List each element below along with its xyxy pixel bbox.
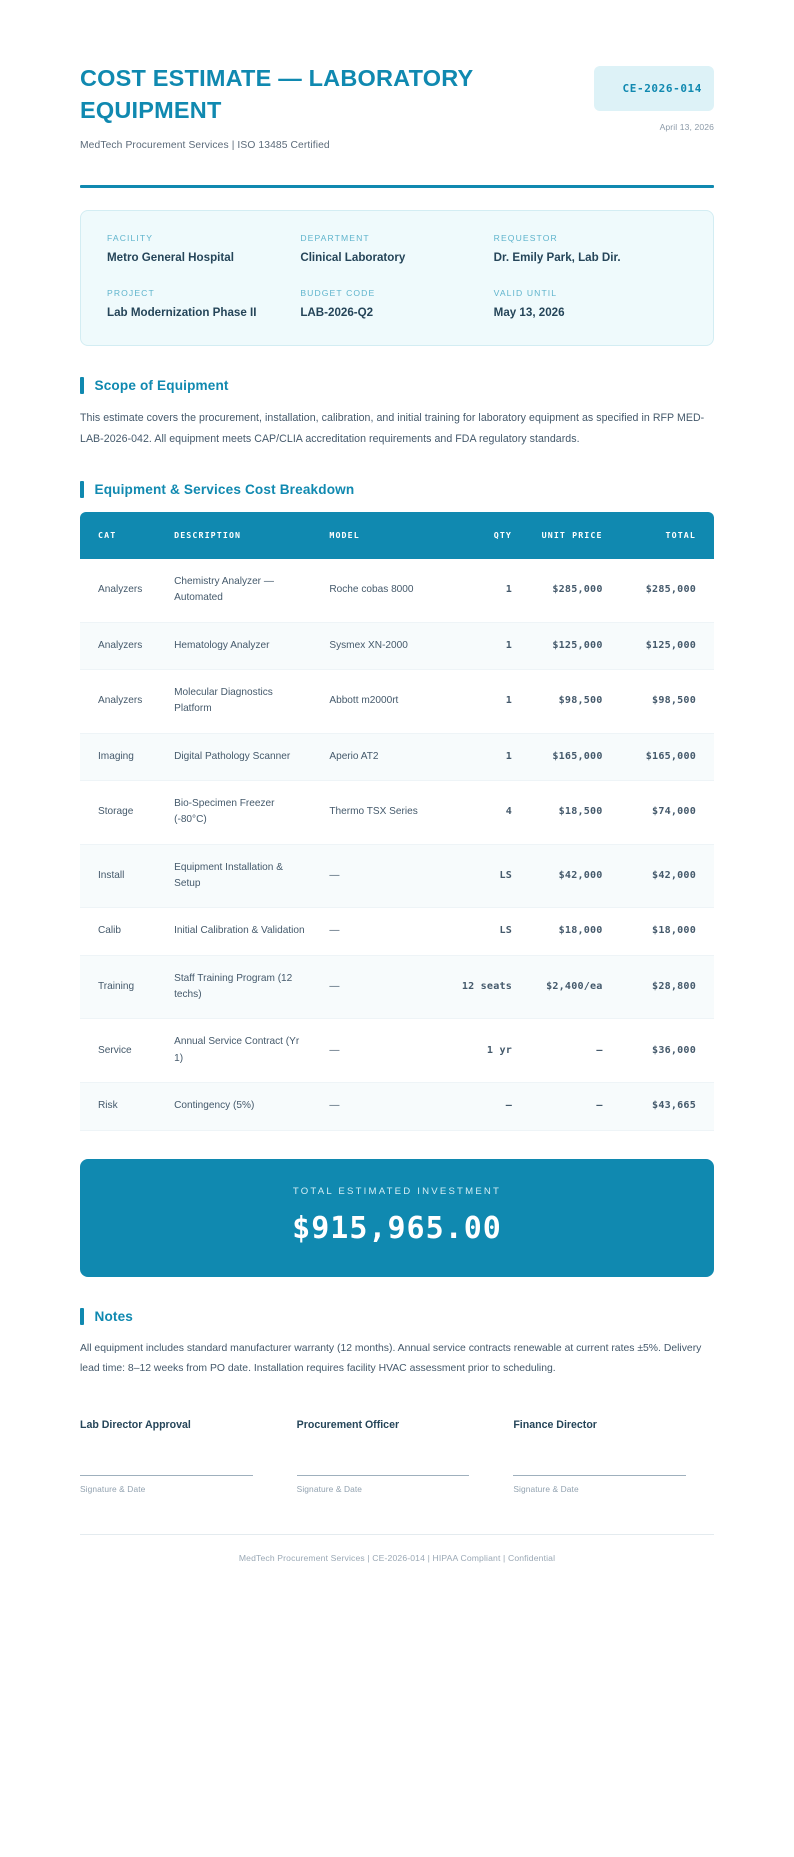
document-header: [80, 62, 714, 151]
cell-cat: Training: [80, 955, 164, 1019]
cell-unit-price: $18,500: [522, 781, 613, 845]
cell-total: $18,000: [613, 908, 714, 955]
notes-paragraph: All equipment includes standard manufacturer warranty (12 months). Annual service contracts renewable at current rates ±5%. Delivery lead time: 8–12 weeks from PO date. Installation requires facility HVAC assessment prior to scheduling.: [80, 1342, 702, 1374]
cell-unit-price: $2,400/ea: [522, 955, 613, 1019]
column-header-qty: QTY: [440, 512, 522, 559]
cell-unit-price: $98,500: [522, 670, 613, 734]
cell-qty: LS: [440, 908, 522, 955]
cell-qty: 1 yr: [440, 1019, 522, 1083]
document-subtitle: MedTech Procurement Services | ISO 13485 Certified: [80, 139, 330, 151]
cell-unit-price: $18,000: [522, 908, 613, 955]
header-divider: [80, 185, 714, 188]
column-header-unit-price: UNIT PRICE: [522, 512, 613, 559]
table-row: [80, 670, 714, 734]
signature-caption: Signature & Date: [513, 1484, 579, 1495]
cell-cat: Analyzers: [80, 622, 164, 669]
cell-qty: –: [440, 1083, 522, 1130]
section-title: Scope of Equipment: [94, 378, 229, 394]
column-header-total: TOTAL: [613, 512, 714, 559]
section-accent-bar: [80, 481, 84, 498]
info-field-valid-until: [494, 288, 687, 322]
cell-description: Bio-Specimen Freezer (-80°C): [164, 781, 319, 845]
signature-caption: Signature & Date: [80, 1484, 146, 1495]
document-number-badge: CE-2026-014: [594, 66, 714, 111]
cell-cat: Storage: [80, 781, 164, 845]
column-header-cat: CAT: [80, 512, 164, 559]
info-label: FACILITY: [107, 232, 154, 243]
cell-description: Molecular Diagnostics Platform: [164, 670, 319, 734]
signature-line[interactable]: [513, 1475, 686, 1476]
signature-role: Lab Director Approval: [80, 1419, 191, 1432]
info-label: REQUESTOR: [493, 232, 558, 243]
document-date: April 13, 2026: [659, 122, 714, 133]
cell-cat: Analyzers: [80, 559, 164, 622]
info-field-project: [107, 288, 300, 322]
table-row: [80, 1083, 714, 1130]
section-header-breakdown: [80, 481, 714, 498]
cell-qty: LS: [440, 844, 522, 908]
column-header-description: DESCRIPTION: [164, 512, 319, 559]
total-amount: $915,965.00: [292, 1210, 502, 1246]
cell-model: Aperio AT2: [319, 733, 440, 780]
cell-description: Annual Service Contract (Yr 1): [164, 1019, 319, 1083]
cell-qty: 1: [440, 733, 522, 780]
signature-block-procurement-officer: [297, 1419, 498, 1494]
cell-total: $43,665: [613, 1083, 714, 1130]
cell-cat: Service: [80, 1019, 164, 1083]
cell-unit-price: $42,000: [522, 844, 613, 908]
cell-model: —: [319, 1083, 440, 1130]
table-row: [80, 955, 714, 1019]
section-title: Notes: [94, 1308, 134, 1324]
cell-unit-price: $165,000: [522, 733, 613, 780]
info-value: May 13, 2026: [493, 305, 565, 319]
cell-qty: 1: [440, 559, 522, 622]
info-value: Clinical Laboratory: [300, 250, 406, 264]
section-header-notes: [80, 1308, 714, 1325]
cell-description: Equipment Installation & Setup: [164, 844, 319, 908]
scope-paragraph: This estimate covers the procurement, installation, calibration, and initial training for laboratory equipment as specified in RFP MED-LAB-2026-042. All equipment meets CAP/CLIA accreditation requirements and FDA regulatory standards.: [80, 412, 705, 446]
signature-block-finance-director: [513, 1419, 714, 1494]
info-label: VALID UNTIL: [493, 287, 558, 298]
header-meta-block: [594, 62, 714, 132]
table-row: [80, 559, 714, 622]
cell-total: $125,000: [613, 622, 714, 669]
table-row: [80, 622, 714, 669]
info-card: [80, 210, 714, 347]
cell-description: Staff Training Program (12 techs): [164, 955, 319, 1019]
cell-qty: 1: [440, 622, 522, 669]
cell-model: —: [319, 1019, 440, 1083]
cell-qty: 4: [440, 781, 522, 845]
cell-unit-price: –: [522, 1019, 613, 1083]
info-grid: [107, 233, 687, 322]
cell-total: $98,500: [613, 670, 714, 734]
cell-unit-price: $125,000: [522, 622, 613, 669]
cell-model: —: [319, 844, 440, 908]
table-body: [80, 559, 714, 1130]
cell-total: $28,800: [613, 955, 714, 1019]
signature-line[interactable]: [80, 1475, 253, 1476]
signature-caption: Signature & Date: [296, 1484, 363, 1495]
cell-description: Digital Pathology Scanner: [164, 733, 319, 780]
signature-block-lab-director: [80, 1419, 281, 1494]
cell-total: $285,000: [613, 559, 714, 622]
cell-unit-price: –: [522, 1083, 613, 1130]
signature-grid: [80, 1419, 714, 1494]
table-row: [80, 908, 714, 955]
cell-cat: Risk: [80, 1083, 164, 1130]
cell-description: Initial Calibration & Validation: [164, 908, 319, 955]
cell-description: Contingency (5%): [164, 1083, 319, 1130]
signature-line[interactable]: [297, 1475, 470, 1476]
signature-role: Finance Director: [513, 1419, 597, 1432]
header-title-block: [80, 62, 550, 151]
cell-total: $165,000: [613, 733, 714, 780]
section-accent-bar: [80, 1308, 84, 1325]
column-header-model: MODEL: [319, 512, 440, 559]
cell-cat: Calib: [80, 908, 164, 955]
cell-cat: Imaging: [80, 733, 164, 780]
info-field-requestor: [494, 233, 687, 267]
info-label: PROJECT: [107, 287, 155, 298]
page-title: COST ESTIMATE — LABORATORY EQUIPMENT: [80, 65, 473, 124]
cell-qty: 1: [440, 670, 522, 734]
cell-model: —: [319, 908, 440, 955]
cell-description: Chemistry Analyzer — Automated: [164, 559, 319, 622]
info-field-budget-code: [300, 288, 493, 322]
cell-description: Hematology Analyzer: [164, 622, 319, 669]
info-value: LAB-2026-Q2: [300, 305, 374, 319]
table-header: [80, 512, 714, 559]
total-label: TOTAL ESTIMATED INVESTMENT: [292, 1185, 502, 1197]
total-banner: [80, 1159, 714, 1277]
cell-total: $74,000: [613, 781, 714, 845]
cell-cat: Analyzers: [80, 670, 164, 734]
cell-qty: 12 seats: [440, 955, 522, 1019]
cell-total: $36,000: [613, 1019, 714, 1083]
cell-total: $42,000: [613, 844, 714, 908]
cell-model: —: [319, 955, 440, 1019]
table-header-row: [80, 512, 714, 559]
info-value: Dr. Emily Park, Lab Dir.: [493, 250, 621, 264]
section-title: Equipment & Services Cost Breakdown: [94, 481, 355, 497]
table-row: [80, 844, 714, 908]
section-accent-bar: [80, 377, 84, 394]
cell-model: Sysmex XN-2000: [319, 622, 440, 669]
cell-model: Roche cobas 8000: [319, 559, 440, 622]
table-row: [80, 733, 714, 780]
cell-model: Thermo TSX Series: [319, 781, 440, 845]
cell-cat: Install: [80, 844, 164, 908]
info-field-department: [300, 233, 493, 267]
table-row: [80, 781, 714, 845]
cell-unit-price: $285,000: [522, 559, 613, 622]
cell-model: Abbott m2000rt: [319, 670, 440, 734]
info-label: DEPARTMENT: [300, 232, 370, 243]
signature-role: Procurement Officer: [296, 1419, 400, 1432]
section-header-scope: [80, 377, 714, 394]
info-label: BUDGET CODE: [300, 287, 376, 298]
table-row: [80, 1019, 714, 1083]
info-field-facility: [107, 233, 300, 267]
info-value: Metro General Hospital: [107, 250, 234, 264]
document-footer: MedTech Procurement Services | CE-2026-014 | HIPAA Compliant | Confidential: [80, 1534, 714, 1593]
cost-breakdown-table: [80, 512, 714, 1131]
info-value: Lab Modernization Phase II: [107, 305, 257, 319]
